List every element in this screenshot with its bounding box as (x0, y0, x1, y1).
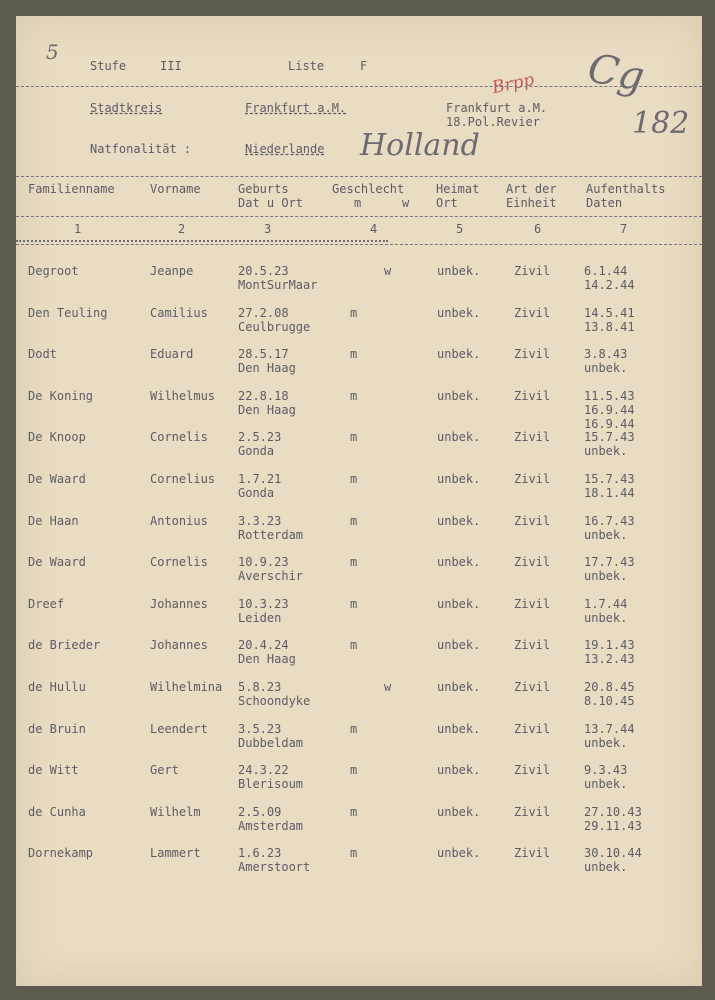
row-vorname: Antonius (150, 513, 208, 528)
row-familienname: De Knoop (28, 430, 86, 445)
row-heimat: unbek. (437, 555, 481, 570)
row-birth-place: Den Haag (238, 361, 296, 376)
red-stamp-mark: Brpp (490, 69, 537, 99)
row-einheit: Zivil (514, 264, 551, 278)
row-aufenthalt-start: 1.7.44 (584, 596, 628, 611)
row-aufenthalt-end: unbek. (584, 569, 628, 584)
row-vorname: Wilhelmus (150, 388, 216, 403)
row-einheit: Zivil (514, 763, 551, 778)
document-sheet (16, 16, 702, 986)
row-einheit: Zivil (514, 305, 551, 320)
row-birth-date: 28.5.17 (238, 347, 289, 362)
row-birth-date: 20.5.23 (238, 264, 289, 278)
row-birth-date: 2.5.23 (238, 430, 282, 445)
stadtkreis-label: Stadtkreis (90, 101, 163, 115)
row-aufenthalt-start: 11.5.43 (584, 388, 635, 403)
row-familienname: de Brieder (28, 638, 101, 653)
row-sex-m: m (350, 721, 358, 736)
row-heimat: unbek. (437, 347, 481, 362)
row-heimat: unbek. (437, 763, 481, 778)
row-aufenthalt-end: unbek. (584, 735, 628, 750)
row-familienname: Dodt (28, 347, 57, 362)
row-sex-w: w (384, 264, 392, 278)
stufe-value: III (160, 59, 182, 73)
row-birth-date: 20.4.24 (238, 638, 289, 653)
row-birth-date: 27.2.08 (238, 305, 289, 320)
row-birth-place: Ceulbrugge (238, 319, 311, 334)
row-heimat: unbek. (437, 638, 481, 653)
row-familienname: De Waard (28, 472, 86, 486)
row-heimat: unbek. (437, 430, 481, 445)
table-body-divider (16, 244, 702, 245)
row-einheit: Zivil (514, 347, 551, 362)
row-sex-m: m (350, 388, 358, 403)
column-header-divider (16, 216, 702, 217)
handwritten-country: Holland (360, 128, 480, 163)
row-einheit: Zivil (514, 804, 551, 819)
row-birth-place: Leiden (238, 610, 282, 625)
table-row (16, 763, 702, 803)
row-aufenthalt-end: unbek. (584, 610, 628, 625)
table-row (16, 846, 702, 886)
row-aufenthalt-start: 20.8.45 (584, 680, 635, 694)
row-sex-m: m (350, 430, 358, 445)
office-line-1: Frankfurt a.M. (446, 101, 548, 115)
row-birth-date: 1.7.21 (238, 472, 282, 486)
row-heimat: unbek. (437, 513, 481, 528)
col-number-6: 6 (534, 222, 542, 236)
row-aufenthalt-end: 13.8.41 (584, 319, 635, 334)
table-row (16, 722, 702, 762)
row-aufenthalt-end: 8.10.45 (584, 694, 635, 708)
col-heimat: Heimat (436, 182, 480, 196)
row-heimat: unbek. (437, 472, 481, 486)
row-familienname: Dornekamp (28, 846, 94, 861)
row-heimat: unbek. (437, 721, 481, 736)
table-row (16, 805, 702, 845)
row-vorname: Eduard (150, 347, 194, 362)
row-familienname: De Koning (28, 388, 94, 403)
row-aufenthalt-end: 18.1.44 (584, 486, 635, 500)
row-familienname: Den Teuling (28, 305, 108, 320)
handwritten-page-number: 5 (46, 40, 59, 64)
row-einheit: Zivil (514, 555, 551, 570)
row-einheit: Zivil (514, 846, 551, 861)
row-familienname: de Cunha (28, 804, 86, 819)
row-heimat: unbek. (437, 264, 481, 278)
table-row (16, 514, 702, 554)
row-aufenthalt-start: 30.10.44 (584, 846, 642, 861)
col-aufenthalt: Aufenthalts (586, 182, 666, 196)
col-number-1: 1 (74, 222, 82, 236)
row-aufenthalt-start: 14.5.41 (584, 305, 635, 320)
table-row (16, 306, 702, 346)
row-birth-place: Rotterdam (238, 527, 304, 542)
table-top-divider (16, 176, 702, 177)
col-geburts: Geburts (238, 182, 289, 196)
row-aufenthalt-end: unbek. (584, 444, 628, 459)
row-aufenthalt-end: unbek. (584, 777, 628, 792)
row-birth-date: 5.8.23 (238, 680, 282, 694)
col-geschlecht: Geschlecht (332, 182, 405, 196)
table-row (16, 638, 702, 678)
col-einheit-sub: Einheit (506, 196, 557, 210)
row-vorname: Jeanpe (150, 264, 194, 278)
row-aufenthalt-start: 9.3.43 (584, 763, 628, 778)
row-birth-date: 3.5.23 (238, 721, 282, 736)
table-row (16, 472, 702, 512)
row-familienname: Degroot (28, 264, 79, 278)
row-sex-m: m (350, 596, 358, 611)
table-row (16, 264, 702, 304)
row-birth-place: Dubbeldam (238, 735, 304, 750)
row-aufenthalt-start: 15.7.43 (584, 430, 635, 445)
row-heimat: unbek. (437, 846, 481, 861)
row-birth-place: MontSurMaar (238, 278, 318, 292)
row-aufenthalt-end: 13.2.43 (584, 652, 635, 667)
row-einheit: Zivil (514, 638, 551, 653)
row-aufenthalt-end: unbek. (584, 527, 628, 542)
row-vorname: Gert (150, 763, 179, 778)
row-birth-date: 10.3.23 (238, 596, 289, 611)
col-number-4: 4 (370, 222, 378, 236)
table-row (16, 347, 702, 387)
row-sex-m: m (350, 804, 358, 819)
office-line-2: 18.Pol.Revier (446, 115, 540, 129)
row-sex-m: m (350, 347, 358, 362)
row-birth-place: Blerisoum (238, 777, 304, 792)
row-heimat: unbek. (437, 388, 481, 403)
row-birth-place: Gonda (238, 444, 275, 459)
row-einheit: Zivil (514, 472, 551, 486)
table-row (16, 417, 702, 470)
handwritten-scribble: Cg (584, 45, 648, 101)
row-aufenthalt-start: 17.7.43 (584, 555, 635, 570)
row-familienname: De Waard (28, 555, 86, 570)
row-birth-place: Den Haag (238, 402, 296, 417)
row-sex-m: m (350, 555, 358, 570)
col-number-5: 5 (456, 222, 464, 236)
row-familienname: De Haan (28, 513, 79, 528)
row-sex-m: m (350, 472, 358, 486)
row-vorname: Camilius (150, 305, 208, 320)
row-vorname: Cornelis (150, 430, 208, 445)
row-birth-place: Den Haag (238, 652, 296, 667)
row-birth-date: 2.5.09 (238, 804, 282, 819)
row-birth-date: 10.9.23 (238, 555, 289, 570)
row-aufenthalt-end: 16.9.44 (584, 402, 635, 417)
row-heimat: unbek. (437, 596, 481, 611)
row-vorname: Cornelis (150, 555, 208, 570)
row-einheit: Zivil (514, 680, 551, 694)
row-familienname: de Hullu (28, 680, 86, 694)
row-heimat: unbek. (437, 804, 481, 819)
col-geschlecht-m: m (354, 196, 362, 210)
col-geburts-sub: Dat u Ort (238, 196, 304, 210)
row-vorname: Wilhelmina (150, 680, 223, 694)
row-einheit: Zivil (514, 388, 551, 403)
col-familienname: Familienname (28, 182, 115, 196)
liste-label: Liste (288, 59, 325, 73)
col-vorname: Vorname (150, 182, 201, 196)
row-vorname: Wilhelm (150, 804, 201, 819)
col-number-7: 7 (620, 222, 628, 236)
row-aufenthalt-start: 6.1.44 (584, 264, 628, 278)
row-sex-m: m (350, 763, 358, 778)
row-birth-place: Amsterdam (238, 818, 304, 833)
typed-rule-left (16, 240, 388, 242)
row-birth-date: 3.3.23 (238, 513, 282, 528)
col-geschlecht-w: w (402, 196, 410, 210)
row-familienname: de Bruin (28, 721, 86, 736)
header-divider (16, 86, 702, 87)
row-einheit: Zivil (514, 721, 551, 736)
table-row (16, 555, 702, 595)
row-birth-place: Amerstoort (238, 860, 311, 875)
col-number-2: 2 (178, 222, 186, 236)
row-birth-place: Gonda (238, 486, 275, 500)
row-heimat: unbek. (437, 680, 481, 694)
row-einheit: Zivil (514, 430, 551, 445)
col-heimat-sub: Ort (436, 196, 458, 210)
row-aufenthalt-end: 29.11.43 (584, 818, 642, 833)
row-aufenthalt-start: 27.10.43 (584, 804, 642, 819)
table-row (16, 597, 702, 637)
stufe-label: Stufe (90, 59, 127, 73)
row-aufenthalt-start: 13.7.44 (584, 721, 635, 736)
row-birth-place: Schoondyke (238, 694, 311, 708)
col-aufenthalt-sub: Daten (586, 196, 623, 210)
col-einheit: Art der (506, 182, 557, 196)
row-birth-date: 22.8.18 (238, 388, 289, 403)
row-aufenthalt-end: 14.2.44 (584, 278, 635, 292)
row-vorname: Leendert (150, 721, 208, 736)
row-vorname: Cornelius (150, 472, 216, 486)
table-row (16, 680, 702, 720)
nationalitaet-value: Niederlande (245, 142, 325, 156)
nationalitaet-label: Natfonalität : (90, 142, 192, 156)
row-aufenthalt-start: 3.8.43 (584, 347, 628, 362)
row-sex-w: w (384, 680, 392, 694)
stadtkreis-value: Frankfurt a.M. (245, 101, 347, 115)
row-vorname: Lammert (150, 846, 201, 861)
row-einheit: Zivil (514, 513, 551, 528)
row-heimat: unbek. (437, 305, 481, 320)
row-aufenthalt-start: 19.1.43 (584, 638, 635, 653)
row-aufenthalt-end: unbek. (584, 860, 628, 875)
row-sex-m: m (350, 638, 358, 653)
row-birth-place: Averschir (238, 569, 304, 584)
row-sex-m: m (350, 513, 358, 528)
row-aufenthalt-end: unbek. (584, 361, 628, 376)
handwritten-number: 182 (632, 106, 690, 141)
row-familienname: de Witt (28, 763, 79, 778)
row-birth-date: 24.3.22 (238, 763, 289, 778)
row-vorname: Johannes (150, 596, 208, 611)
row-birth-date: 1.6.23 (238, 846, 282, 861)
row-sex-m: m (350, 846, 358, 861)
liste-value: F (360, 59, 368, 73)
row-familienname: Dreef (28, 596, 65, 611)
row-aufenthalt-start: 16.7.43 (584, 513, 635, 528)
col-number-3: 3 (264, 222, 272, 236)
row-einheit: Zivil (514, 596, 551, 611)
row-sex-m: m (350, 305, 358, 320)
row-aufenthalt-extra: 16.9.44 (584, 417, 635, 432)
row-vorname: Johannes (150, 638, 208, 653)
row-aufenthalt-start: 15.7.43 (584, 472, 635, 486)
